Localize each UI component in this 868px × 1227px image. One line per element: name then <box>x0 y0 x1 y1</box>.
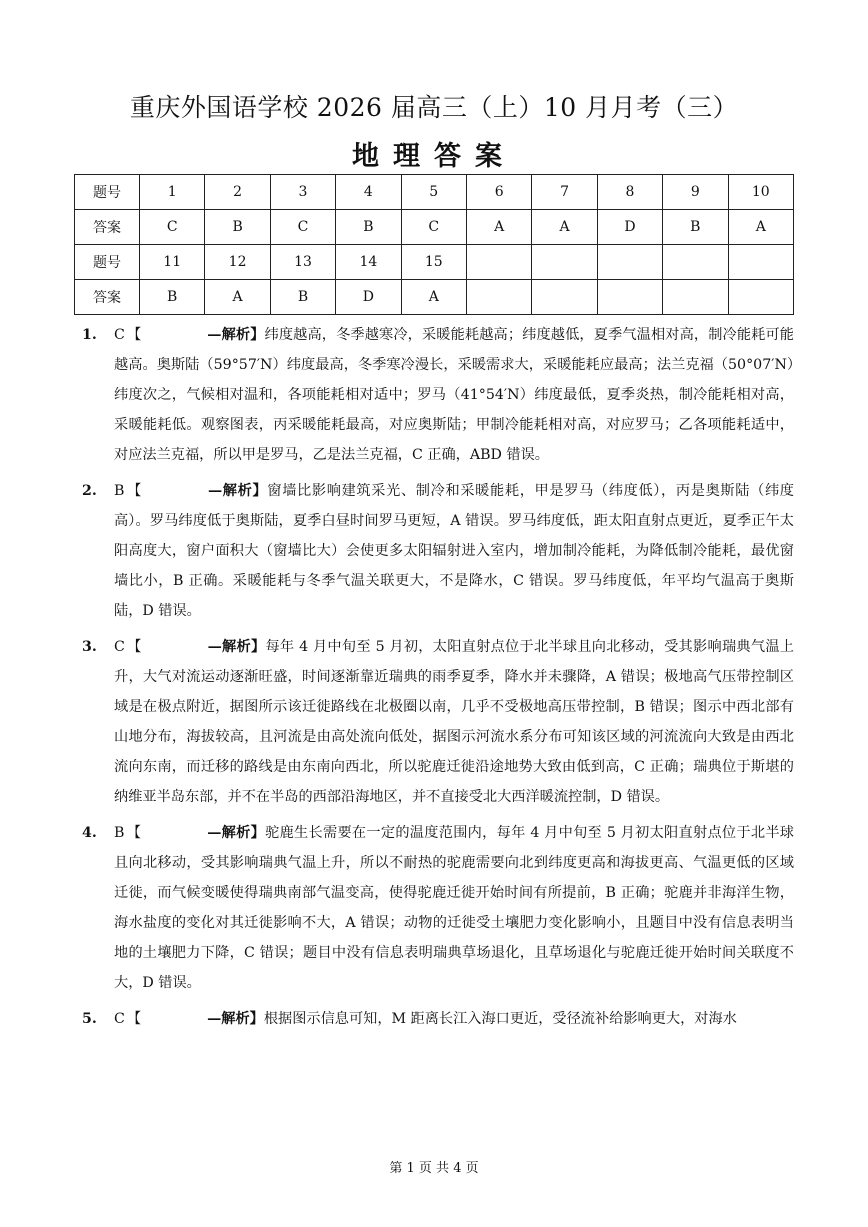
answer-cell: B <box>205 210 270 245</box>
answer-table-row <box>75 210 794 245</box>
answer-cell <box>466 280 531 315</box>
answer-cell <box>532 280 597 315</box>
explanation-list <box>82 320 794 1040</box>
answer-cell: A <box>728 210 793 245</box>
answer-cell: 15 <box>401 245 466 280</box>
analysis-text: 驼鹿生长需要在一定的温度范围内，每年 4 月中旬至 5 月初太阳直射点位于北半球且向北移动，受其影响瑞典气温上升，所以不耐热的驼鹿需要向北到纬度更高和海拔更高、气温更低的区域迁徙，而气候变暖使得瑞典南部气温变高，使得驼鹿迁徙开始时间有所提前，B 正确；驼鹿并非海洋生物，海水盐度的变化对其迁徙影响不大，A 错误；动物的迁徙受土壤肥力变化影响小，且题目中没有信息表明当地的土壤肥力下降，C 错误；题目中没有信息表明瑞典草场退化，且草场退化与驼鹿迁徙开始时间关联度不大，D 错误。 <box>114 825 794 991</box>
answer-cell: 1 <box>140 175 205 210</box>
explanation-item <box>82 1004 794 1034</box>
page-footer: 第 1 页 共 4 页 <box>389 1161 479 1176</box>
open-bracket: 【 <box>126 483 142 499</box>
answer-cell: A <box>401 280 466 315</box>
answer-cell: 2 <box>205 175 270 210</box>
answer-table-row <box>75 175 794 210</box>
explanation-item <box>82 320 794 470</box>
analysis-tag: —解析】 <box>207 639 266 655</box>
answer-cell: 12 <box>205 245 270 280</box>
answer-cell <box>663 280 728 315</box>
row-label: 答案 <box>75 210 140 245</box>
answer-cell: 11 <box>140 245 205 280</box>
answer-table-row <box>75 280 794 315</box>
answer-cell: 9 <box>663 175 728 210</box>
answer-cell: A <box>466 210 531 245</box>
answer-letter: C <box>114 639 125 655</box>
answer-cell: C <box>401 210 466 245</box>
page-subtitle: 地理答案 <box>352 141 516 172</box>
answer-cell: 5 <box>401 175 466 210</box>
analysis-tag: —解析】 <box>207 1011 264 1027</box>
answer-cell: B <box>140 280 205 315</box>
answer-cell: 7 <box>532 175 597 210</box>
answer-letter: C <box>114 1011 125 1027</box>
answer-cell: C <box>140 210 205 245</box>
answer-cell: 6 <box>466 175 531 210</box>
answer-cell: 4 <box>336 175 401 210</box>
answer-cell: 13 <box>270 245 335 280</box>
answer-cell: 3 <box>270 175 335 210</box>
answer-table-row <box>75 245 794 280</box>
answer-cell: A <box>205 280 270 315</box>
analysis-text: 窗墙比影响建筑采光、制冷和采暖能耗，甲是罗马（纬度低），丙是奥斯陆（纬度高）。罗马纬度低于奥斯陆，夏季白昼时间罗马更短，A 错误。罗马纬度低，距太阳直射点更近，夏季正午太阳高度大，窗户面积大（窗墙比大）会使更多太阳辐射进入室内，增加制冷能耗，为降低制冷能耗，最优窗墙比小，B 正确。采暖能耗与冬季气温关联更大，不是降水，C 错误。罗马纬度低，年平均气温高于奥斯陆，D 错误。 <box>114 483 794 619</box>
question-number: 5. <box>82 1011 97 1027</box>
analysis-text: 每年 4 月中旬至 5 月初，太阳直射点位于北半球且向北移动，受其影响瑞典气温上升，大气对流运动逐渐旺盛，时间逐渐靠近瑞典的雨季夏季，降水并未骤降，A 错误；极地高气压带控制区域是在极点附近，据图所示该迁徙路线在北极圈以南，几乎不受极地高压带控制，B 错误；图示中西北部有山地分布，海拔较高，且河流是由高处流向低处，据图示河流水系分布可知该区域的河流流向大致是由西北流向东南，而迁移的路线是由东南向西北，所以驼鹿迁徙沿途地势大致由低到高，C 正确；瑞典位于斯堪的纳维亚半岛东部，并不在半岛的西部沿海地区，并不直接受北大西洋暖流控制，D 错误。 <box>114 639 794 805</box>
answer-table <box>74 174 794 315</box>
answer-cell: B <box>336 210 401 245</box>
answer-cell: 10 <box>728 175 793 210</box>
answer-cell <box>597 280 662 315</box>
answer-cell: A <box>532 210 597 245</box>
answer-cell <box>532 245 597 280</box>
open-bracket: 【 <box>126 327 142 343</box>
analysis-text: 根据图示信息可知，M 距离长江入海口更近，受径流补给影响更大，对海水 <box>263 1011 737 1027</box>
analysis-text: 纬度越高，冬季越寒冷，采暖能耗越高；纬度越低，夏季气温相对高，制冷能耗可能越高。奥斯陆（59°57′N）纬度最高，冬季寒冷漫长，采暖需求大，采暖能耗应最高；法兰克福（50°07′N）纬度次之，气候相对温和，各项能耗相对适中；罗马（41°54′N）纬度最低，夏季炎热，制冷能耗相对高，采暖能耗低。观察图表，丙采暖能耗最高，对应奥斯陆；甲制冷能耗相对高，对应罗马；乙各项能耗适中，对应法兰克福，所以甲是罗马，乙是法兰克福，C 正确，ABD 错误。 <box>114 327 794 463</box>
answer-letter: C <box>114 327 125 343</box>
analysis-tag: —解析】 <box>207 825 266 841</box>
open-bracket: 【 <box>126 1011 142 1027</box>
answer-cell: B <box>663 210 728 245</box>
row-label: 题号 <box>75 245 140 280</box>
page-title: 重庆外国语学校 2026 届高三（上）10 月月考（三） <box>129 93 739 122</box>
explanation-item <box>82 476 794 626</box>
answer-cell: 14 <box>336 245 401 280</box>
question-number: 3. <box>82 639 97 655</box>
answer-cell <box>466 245 531 280</box>
analysis-tag: —解析】 <box>207 327 265 343</box>
answer-letter: B <box>114 483 125 499</box>
open-bracket: 【 <box>126 639 142 655</box>
answer-cell: C <box>270 210 335 245</box>
answer-cell: D <box>336 280 401 315</box>
answer-cell <box>728 280 793 315</box>
question-number: 1. <box>82 327 97 343</box>
answer-cell <box>663 245 728 280</box>
answer-letter: B <box>114 825 125 841</box>
answer-cell <box>728 245 793 280</box>
analysis-tag: —解析】 <box>207 483 268 499</box>
answer-cell <box>597 245 662 280</box>
row-label: 答案 <box>75 280 140 315</box>
question-number: 2. <box>82 483 97 499</box>
row-label: 题号 <box>75 175 140 210</box>
answer-cell: 8 <box>597 175 662 210</box>
question-number: 4. <box>82 825 97 841</box>
answer-cell: D <box>597 210 662 245</box>
explanation-item <box>82 818 794 998</box>
answer-cell: B <box>270 280 335 315</box>
open-bracket: 【 <box>126 825 142 841</box>
explanation-item <box>82 632 794 812</box>
